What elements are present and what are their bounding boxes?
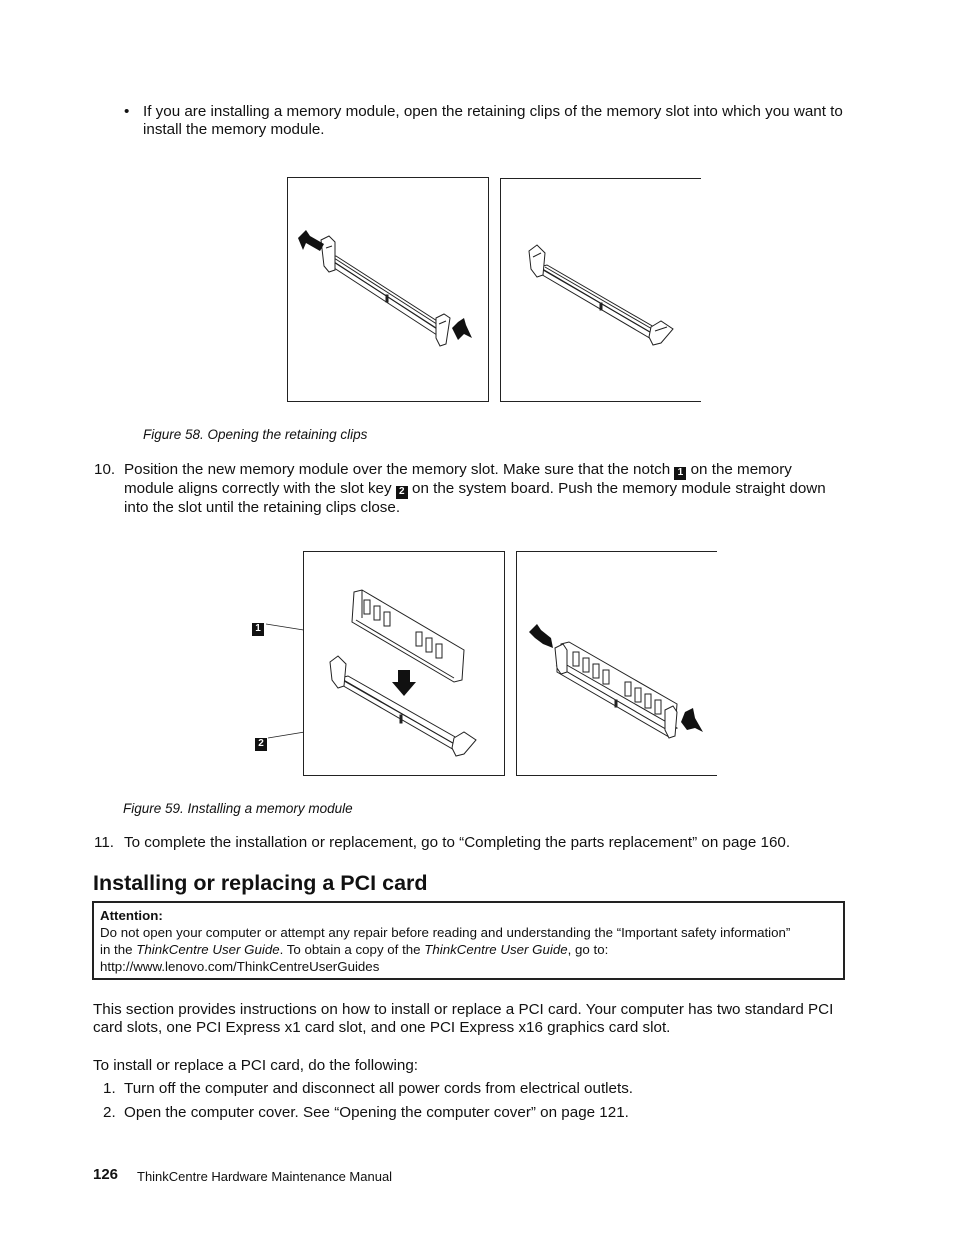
intro-paragraph: This section provides instructions on how to install or replace a PCI card. Your computer has two standard PCI card slots, one PCI Express x1 card slot, and one PCI Express x16 graphics card slot. (93, 1001, 834, 1036)
callout-2-badge: 2 (396, 486, 408, 499)
intro-lead: To install or replace a PCI card, do the following: (93, 1057, 419, 1074)
step-text: To complete the installation or replacement, go to “Completing the parts replacement” on page 160. (124, 834, 791, 851)
memory-slot-clips-open-illustration (501, 179, 701, 401)
step-2 (103, 1104, 843, 1122)
attention-line-2: in the ThinkCentre User Guide. To obtain a copy of the ThinkCentre User Guide, go to: (100, 942, 609, 957)
figure58-caption: Figure 58. Opening the retaining clips (143, 427, 368, 442)
step-text: Turn off the computer and disconnect all power cords from electrical outlets. (124, 1080, 634, 1097)
step-10 (94, 461, 834, 517)
guide-title: ThinkCentre User Guide (424, 942, 568, 957)
figure59-panel-insert-module (516, 551, 717, 776)
attention-line-1: Do not open your computer or attempt any repair before reading and understanding the “Important safety information” (100, 925, 791, 940)
figure58-panel-open-clips (287, 177, 489, 402)
attention-box (92, 901, 845, 980)
bullet-symbol: • (124, 103, 130, 120)
memory-slot-clips-opening-illustration (288, 178, 488, 401)
figure59-panel-align-module (303, 551, 505, 776)
step-number: 11. (94, 834, 114, 851)
step-number: 1. (103, 1080, 116, 1097)
manual-title: ThinkCentre Hardware Maintenance Manual (137, 1169, 393, 1184)
attention-label: Attention: (100, 908, 163, 923)
step-1 (103, 1080, 843, 1098)
page-number: 126 (93, 1166, 119, 1183)
step-11 (94, 834, 834, 852)
section-title: Installing or replacing a PCI card (93, 871, 428, 895)
callout-2-badge: 2 (255, 738, 267, 751)
guide-url-link[interactable]: http://www.lenovo.com/ThinkCentreUserGuides (100, 959, 380, 974)
guide-title: ThinkCentre User Guide (136, 942, 280, 957)
memory-module-inserted-illustration (517, 552, 717, 775)
step-number: 2. (103, 1104, 116, 1121)
step-text: Position the new memory module over the memory slot. Make sure that the notch 1 on the memory module aligns correctly with the slot key 2 on the system board. Push the memory module straight down into the slot until the retaining clips close. (124, 461, 826, 516)
step-text: Open the computer cover. See “Opening the computer cover” on page 121. (124, 1104, 629, 1121)
install-bullet (124, 103, 844, 138)
callout-1-badge: 1 (674, 467, 686, 480)
callout-1-badge: 1 (252, 623, 264, 636)
step-number: 10. (94, 461, 116, 478)
figure58-panel-clips-open (500, 178, 701, 402)
figure59-caption: Figure 59. Installing a memory module (123, 801, 353, 816)
memory-module-alignment-illustration (304, 552, 504, 775)
bullet-text: If you are installing a memory module, open the retaining clips of the memory slot into which you want to install the memory module. (143, 103, 843, 138)
